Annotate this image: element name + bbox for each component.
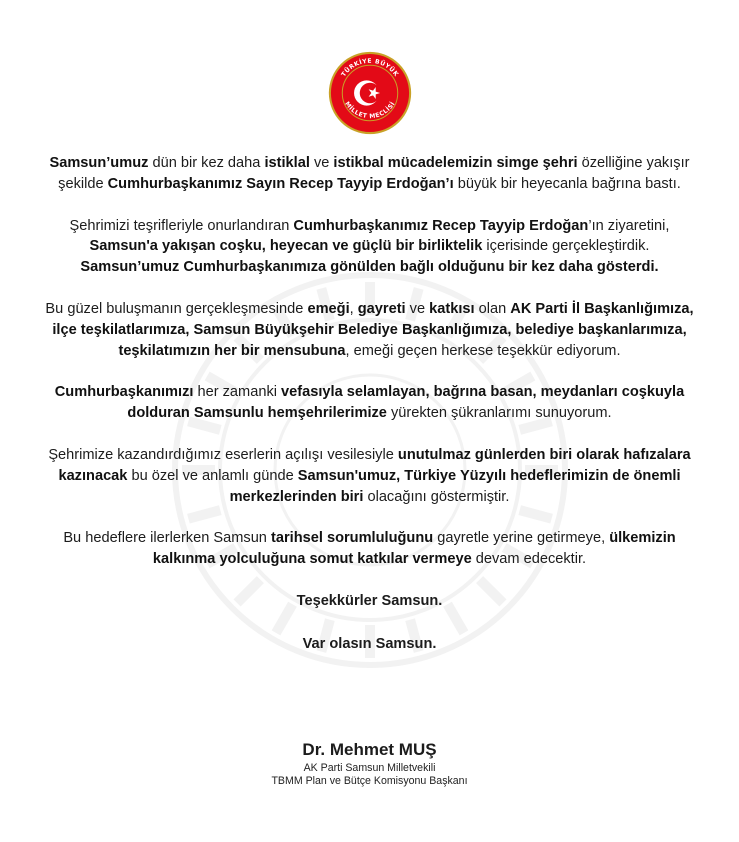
bold-text: AK Parti İl Başkanlığımıza, ilçe teşkilatlarımıza, Samsun Büyükşehir Belediye Başkanlığımıza, belediye başkanlarımıza, teşkilatımızın her bir mensubuna — [52, 300, 694, 359]
bold-text: unutulmaz günlerden biri olarak hafızalara kazınacak — [58, 446, 691, 484]
text: olan — [474, 300, 511, 317]
paragraph — [40, 153, 699, 195]
text: olacağını göstermiştir. — [363, 488, 510, 505]
bold-text: vefasıyla selamlayan, bağrına basan, meydanları coşkuyla dolduran Samsunlu hemşehrilerimize — [127, 384, 685, 422]
text: gayretle yerine getirmeye, — [433, 530, 610, 547]
text: Şehrimize kazandırdığımız eserlerin açılışı vesilesiyle — [48, 446, 398, 463]
bold-text: Samsun’umuz — [49, 155, 149, 171]
paragraph — [40, 299, 699, 361]
paragraph — [40, 445, 699, 507]
text: , emeği geçen herkese teşekkür ediyorum. — [345, 342, 621, 359]
text: büyük bir heyecanla bağrına bastı. — [453, 175, 681, 192]
bold-text: Cumhurbaşkanımızı — [54, 384, 194, 401]
text: içerisinde gerçekleştirdik. — [482, 238, 650, 255]
paragraph — [40, 216, 699, 278]
bold-text: emeği — [307, 300, 350, 317]
closing-thanks: Teşekkürler Samsun. — [296, 592, 443, 609]
bold-text: Samsun'a yakışan coşku, heyecan ve güçlü bir birliktelik — [89, 238, 483, 255]
text: Bu hedeflere ilerlerken Samsun — [63, 530, 271, 547]
bold-text: Cumhurbaşkanımız Sayın Recep Tayyip Erdoğan’ı — [107, 175, 454, 192]
paragraph — [40, 382, 699, 424]
text: yürekten şükranlarımı sunuyorum. — [386, 405, 612, 422]
bold-text: tarihsel sorumluluğunu — [270, 530, 434, 547]
svg-text:TÜRKİYE BÜYÜK: TÜRKİYE BÜYÜK — [340, 57, 400, 79]
closing-farewell: Var olasın Samsun. — [302, 635, 437, 652]
statement-body — [40, 153, 699, 677]
signature-name: Dr. Mehmet MUŞ — [302, 740, 437, 759]
text: Bu güzel buluşmanın gerçekleşmesinde — [45, 300, 308, 317]
bold-text: istiklal — [264, 155, 310, 171]
text: ve — [309, 155, 334, 171]
text: ’ın ziyaretini, — [588, 217, 670, 234]
bold-text: istikbal mücadelemizin simge şehri — [333, 155, 578, 171]
text: her zamanki — [193, 384, 282, 401]
svg-text:MİLLET MECLİSİ: MİLLET MECLİSİ — [343, 100, 397, 121]
text: ve — [405, 300, 430, 317]
tbmm-emblem-icon — [328, 51, 412, 135]
bold-text: katkısı — [429, 300, 475, 317]
text: devam edecektir. — [471, 551, 587, 568]
bold-text: ülkemizin kalkınma yolculuğuna somut katkılar vermeye — [152, 530, 676, 568]
text: Şehrimizi teşrifleriyle onurlandıran — [69, 217, 294, 234]
text: dün bir kez daha — [148, 155, 265, 171]
bold-text: Samsun'umuz, Türkiye Yüzyılı hedeflerimizin de önemli merkezlerinden biri — [229, 467, 681, 505]
bold-text: gayreti — [357, 300, 406, 317]
text: , — [349, 300, 358, 317]
paragraph — [40, 528, 699, 570]
text: özelliğine yakışır şekilde — [58, 155, 690, 192]
bold-text: Samsun’umuz Cumhurbaşkanımıza gönülden bağlı olduğunu bir kez daha gösterdi. — [80, 259, 659, 276]
signature-title-line1: AK Parti Samsun Milletvekili — [303, 762, 436, 774]
signature-title-line2: TBMM Plan ve Bütçe Komisyonu Başkanı — [271, 775, 468, 787]
text: bu özel ve anlamlı günde — [127, 467, 298, 484]
bold-text: Cumhurbaşkanımız Recep Tayyip Erdoğan — [293, 217, 589, 234]
